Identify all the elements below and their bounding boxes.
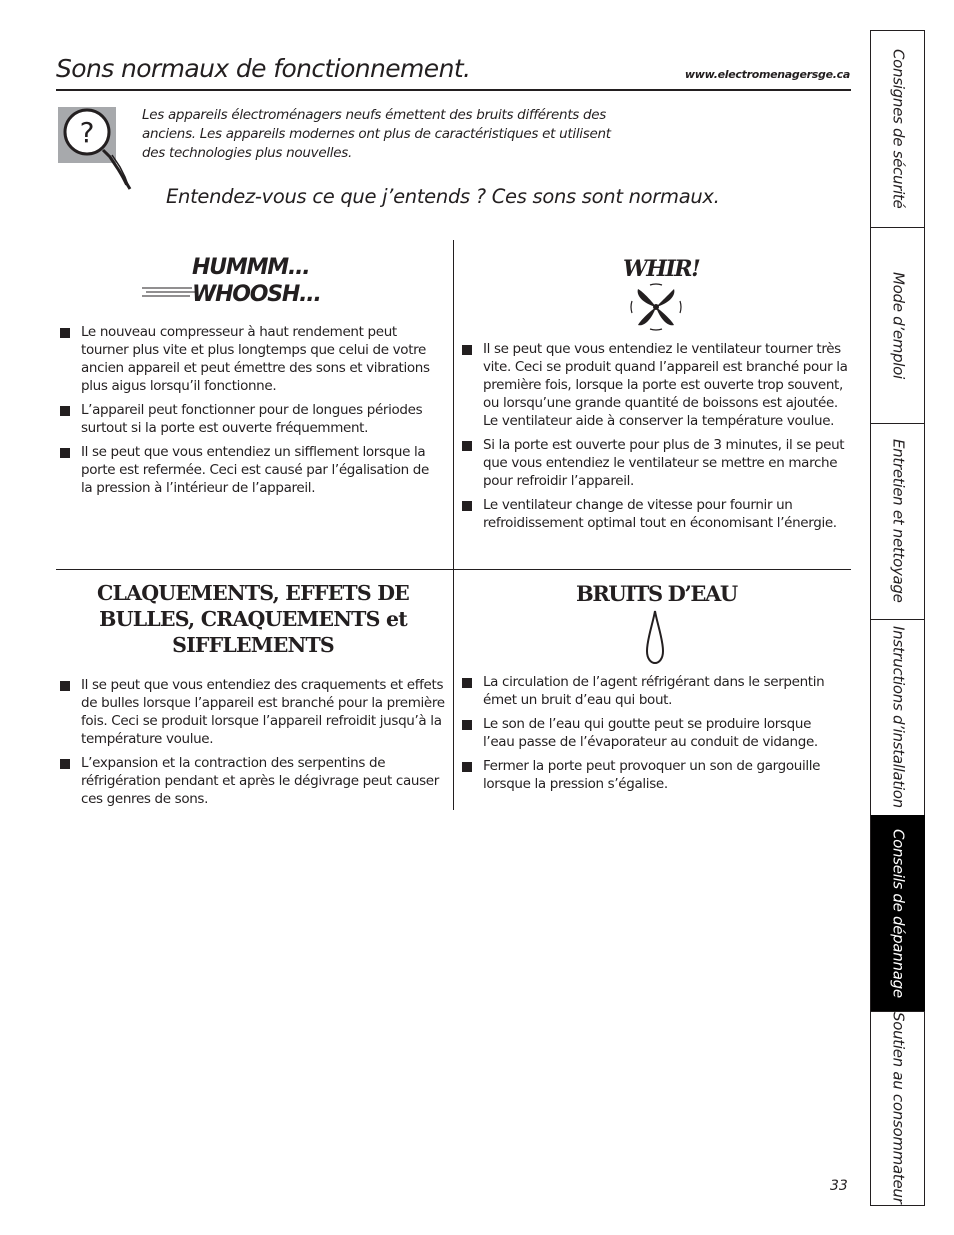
column-divider-top	[453, 240, 454, 570]
list-item	[56, 754, 448, 808]
tab-label: Consignes de sécurité	[889, 49, 908, 209]
claquements-bullet-list	[56, 676, 448, 808]
bullet-square-icon	[60, 406, 70, 416]
list-item	[458, 715, 842, 751]
list-item	[458, 340, 852, 430]
bullet-square-icon	[462, 345, 472, 355]
water-drop-icon	[645, 609, 665, 665]
hummm-bullet-list	[56, 323, 440, 497]
bullet-text: Le nouveau compresseur à haut rendement peut tourner plus vite et plus longtemps que celui de votre ancien appareil et peut émettre des sons et vibrations plus aigus lorsqu’il fonctionne.	[81, 324, 430, 394]
svg-text:?: ?	[79, 116, 95, 149]
claquements-heading	[58, 580, 448, 658]
bullet-text: Fermer la porte peut provoquer un son de gargouille lorsque la pression s’égalise.	[483, 758, 821, 792]
tab-conseils-depannage[interactable]	[871, 815, 925, 1012]
hummm-heading-line1: HUMMM...	[192, 255, 310, 280]
tab-entretien-nettoyage[interactable]	[871, 423, 925, 620]
tab-label: Instructions d’installation	[889, 626, 908, 808]
column-divider-bottom	[453, 570, 454, 810]
whir-heading: WHIR!	[623, 256, 700, 282]
row-divider	[56, 569, 851, 570]
section-tabs	[870, 30, 925, 1206]
bullet-text: Le son de l’eau qui goutte peut se produire lorsque l’eau passe de l’évaporateur au conduit de vidange.	[483, 716, 818, 750]
hummm-heading-line2: WHOOSH...	[192, 282, 321, 307]
bullet-text: Le ventilateur change de vitesse pour fournir un refroidissement optimal tout en économisant l’énergie.	[483, 497, 837, 531]
page-title: Sons normaux de fonctionnement.	[56, 54, 471, 83]
tab-soutien-consommateur[interactable]	[871, 1011, 925, 1205]
bullet-text: L’appareil peut fonctionner pour de longues périodes surtout si la porte est ouverte fréquemment.	[81, 402, 423, 436]
list-item	[458, 436, 852, 490]
bruits-eau-bullet-list	[458, 673, 842, 793]
bullet-text: L’expansion et la contraction des serpentins de réfrigération pendant et après le dégivrage peut causer ces genres de sons.	[81, 755, 439, 807]
list-item	[458, 757, 842, 793]
fan-icon	[628, 283, 684, 331]
bullet-square-icon	[60, 681, 70, 691]
bullet-square-icon	[462, 441, 472, 451]
tab-label: Mode d’emploi	[889, 271, 908, 379]
bullet-square-icon	[60, 759, 70, 769]
list-item	[458, 673, 842, 709]
website-url[interactable]: www.electromenagersge.ca	[684, 68, 850, 81]
bullet-square-icon	[462, 762, 472, 772]
bullet-text: Il se peut que vous entendiez un sifflement lorsque la porte est refermée. Ceci est causé par l’égalisation de la pression à l’intérieur de l’appareil.	[81, 444, 429, 496]
hummm-heading	[192, 254, 321, 308]
tab-label: Soutien au consommateur	[889, 1012, 908, 1204]
bullet-square-icon	[462, 501, 472, 511]
bullet-square-icon	[60, 328, 70, 338]
bullet-text: Si la porte est ouverte pour plus de 3 minutes, il se peut que vous entendiez le ventilateur se mettre en marche pour refroidir l’appareil.	[483, 437, 845, 489]
list-item	[458, 496, 852, 532]
bullet-text: Il se peut que vous entendiez le ventilateur tourner très vite. Ceci se produit quand l’appareil est branché pour la première fois, lorsque la porte est ouverte trop souvent, ou lorsqu’une grande quantité de boissons est ajoutée. Le ventilateur aide à conserver la température voulue.	[483, 341, 848, 429]
question-magnifier-icon	[58, 105, 136, 191]
page-number: 33	[830, 1178, 848, 1194]
claquements-section	[56, 676, 448, 814]
intro-text: Les appareils électroménagers neufs émettent des bruits différents des anciens. Les appareils modernes ont plus de caractéristiques et utilisent des technologies plus nouvelles.	[142, 107, 611, 161]
hummm-section	[56, 323, 440, 503]
list-item	[56, 676, 448, 748]
bullet-square-icon	[462, 678, 472, 688]
tab-instructions-installation[interactable]	[871, 619, 925, 816]
bruits-eau-heading: BRUITS D’EAU	[576, 581, 737, 606]
tab-mode-emploi[interactable]	[871, 227, 925, 424]
section-subtitle: Entendez-vous ce que j’entends ? Ces sons sont normaux.	[166, 185, 720, 208]
bullet-text: La circulation de l’agent réfrigérant dans le serpentin émet un bruit d’eau qui bout.	[483, 674, 825, 708]
list-item	[56, 401, 440, 437]
list-item	[56, 323, 440, 395]
bullet-text: Il se peut que vous entendiez des craquements et effets de bulles lorsque l’appareil est branché pour la première fois. Ceci se produit lorsque l’appareil refroidit jusqu’à la température voulue.	[81, 677, 445, 747]
motion-lines-icon	[142, 286, 198, 298]
bullet-square-icon	[60, 448, 70, 458]
tab-label: Entretien et nettoyage	[889, 439, 908, 603]
title-rule	[56, 89, 851, 91]
claquements-heading-line3: SIFFLEMENTS	[172, 633, 334, 657]
claquements-heading-line2: BULLES, CRAQUEMENTS et	[99, 607, 407, 631]
claquements-heading-line1: CLAQUEMENTS, EFFETS DE	[96, 581, 409, 605]
list-item	[56, 443, 440, 497]
bullet-square-icon	[462, 720, 472, 730]
tab-label: Conseils de dépannage	[889, 828, 908, 998]
bruits-eau-section	[458, 673, 842, 799]
whir-bullet-list	[458, 340, 852, 532]
tab-consignes-securite[interactable]	[871, 31, 925, 228]
whir-section	[458, 340, 852, 538]
